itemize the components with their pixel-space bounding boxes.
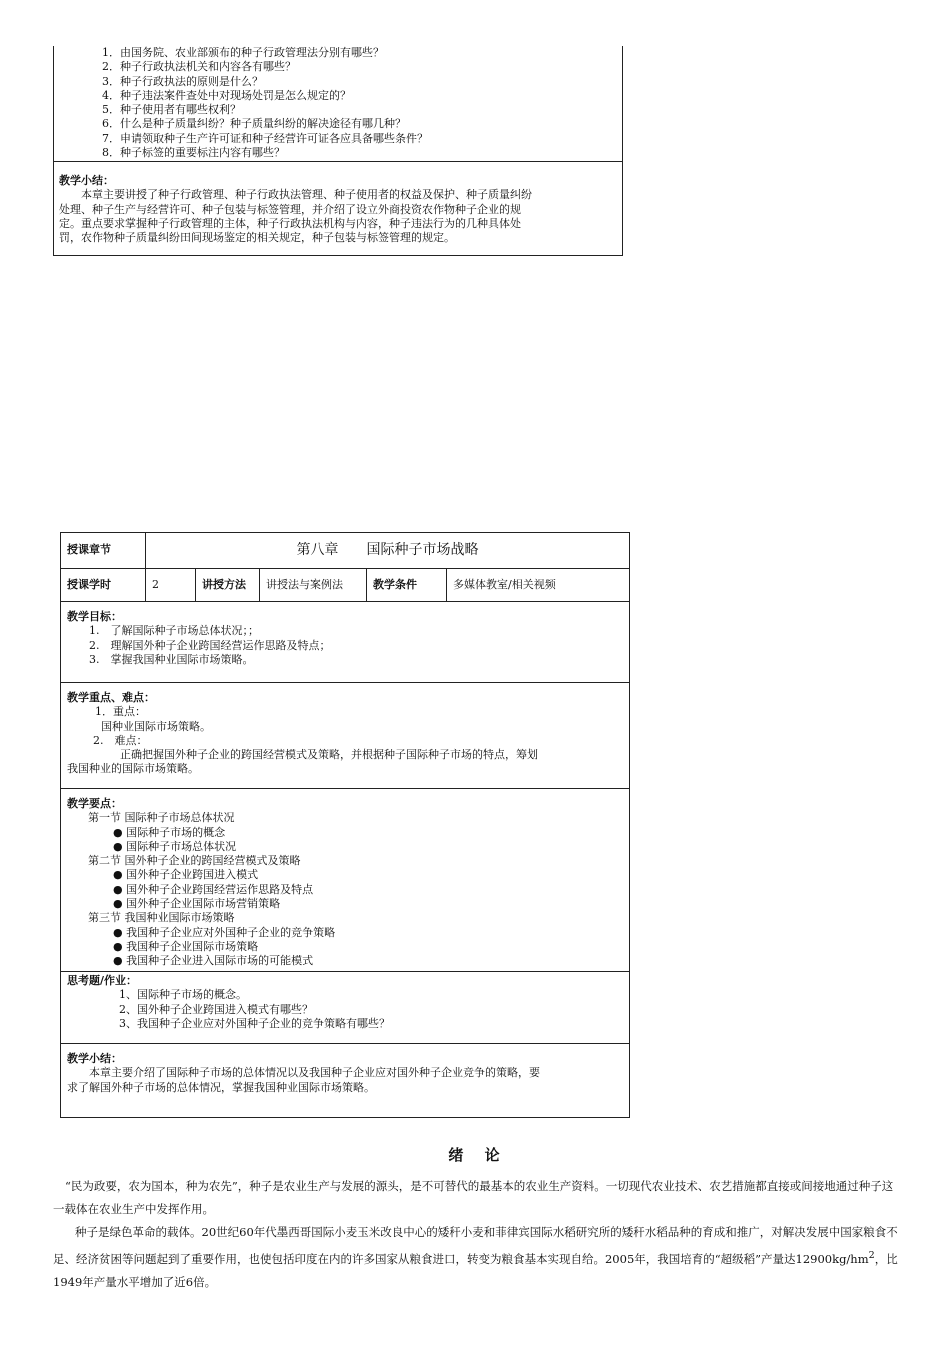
key-text: 国种业国际市场策略。 [101, 719, 211, 733]
difficulty-line: 正确把握国外种子企业的跨国经营模式及策略，并根据种子国际种子市场的特点，筹划 [120, 748, 538, 762]
question-item: 4．种子违法案件查处中对现场处罚是怎么规定的？ [102, 88, 351, 102]
chapter-label: 授课章节 [61, 533, 146, 568]
objectives-label: 教学目标： [67, 610, 122, 623]
unit-superscript: 2 [868, 1250, 875, 1261]
outline-item: 国外种子企业跨国经营运作思路及特点 [126, 882, 314, 896]
intro-paragraph [53, 1221, 903, 1294]
outline-section-title: 第一节 国际种子市场总体状况 [88, 811, 235, 825]
difficulty-label: 2. 难点： [93, 733, 148, 747]
outline-bullet: ● 我国种子企业国际市场策略 [113, 939, 259, 953]
summary-line: 求了解国外种子市场的总体情况，掌握我国种业国际市场策略。 [67, 1080, 375, 1094]
outline-item: 国际种子市场总体状况 [126, 839, 237, 853]
homework-item: 2、国外种子企业跨国进入模式有哪些？ [119, 1002, 313, 1016]
keypoints-section [61, 683, 629, 789]
chapter-8-table [60, 532, 630, 1118]
previous-summary [54, 162, 622, 255]
outline-section [61, 789, 629, 972]
outline-section-title: 第二节 国外种子企业的跨国经营模式及策略 [88, 854, 301, 868]
intro-paragraph: “民为政要，农为国本，种为农先”，种子是农业生产与发展的源头，是不可替代的最基本的农业生产资料。一切现代农业技术、农艺措施都直接或间接地通过种子这一载体在农业生产中发挥作用。 [53, 1179, 894, 1216]
homework-item: 1、国际种子市场的概念。 [119, 988, 247, 1002]
method-value: 讲授法与案例法 [260, 569, 367, 601]
previous-chapter-table [53, 46, 623, 256]
summary-line: 罚，农作物种子质量纠纷田间现场鉴定的相关规定，种子包装与标签管理的规定。 [59, 231, 455, 245]
outline-item: 国外种子企业跨国进入模式 [126, 868, 259, 882]
question-item: 5．种子使用者有哪些权利？ [102, 103, 241, 117]
chapter-summary-section [61, 1044, 629, 1117]
hours-value: 2 [146, 569, 196, 601]
info-row [61, 569, 629, 602]
outline-item: 我国种子企业进入国际市场的可能模式 [126, 954, 314, 968]
summary-label: 教学小结： [67, 1052, 122, 1065]
outline-bullet: ● 我国种子企业进入国际市场的可能模式 [113, 954, 314, 968]
objectives-section [61, 602, 629, 683]
method-label: 讲授方法 [196, 569, 260, 601]
outline-bullet: ● 国际种子市场的概念 [113, 825, 226, 839]
chapter-row [61, 533, 629, 569]
summary-line: 本章主要讲授了种子行政管理、种子行政执法管理、种子使用者的权益及保护、种子质量纠纷 [81, 188, 532, 202]
homework-label: 思考题/作业： [67, 974, 138, 987]
hours-label: 授课学时 [61, 569, 146, 601]
outline-item: 我国种子企业国际市场策略 [126, 939, 259, 953]
question-item: 3．种子行政执法的原则是什么？ [102, 74, 263, 88]
intro-text: 种子是绿色革命的载体。20世纪60年代墨西哥国际小麦玉米改良中心的矮秆小麦和菲律宾国际水稻研究所的矮秆水稻品种的育成和推广，对解决发展中国家粮食不足、经济贫困等问题起到了重要作用，也使包括印度在内的许多国家从粮食进口，转变为粮食基本实现自给。2005年，我国培育的“超级稻”产量达12900kg/hm [53, 1225, 898, 1266]
outline-item: 我国种子企业应对外国种子企业的竞争策略 [126, 925, 336, 939]
question-item: 6．什么是种子质量纠纷？种子质量纠纷的解决途径有哪几种？ [102, 117, 406, 131]
conditions-label: 教学条件 [367, 569, 447, 601]
objective-item: 3. 掌握我国种业国际市场策略。 [89, 652, 254, 666]
question-item: 2．种子行政执法机关和内容各有哪些？ [102, 60, 296, 74]
intro-text: ，比1949年产量水平增加了近6倍。 [53, 1251, 898, 1289]
difficulty-line: 我国种业的国际市场策略。 [67, 762, 199, 776]
outline-bullet: ● 国际种子市场总体状况 [113, 839, 237, 853]
summary-line: 处理、种子生产与经营许可、种子包装与标签管理，并介绍了设立外商投资农作物种子企业的规 [59, 202, 521, 216]
keypoints-label: 教学重点、难点： [67, 691, 155, 704]
review-questions [54, 46, 622, 162]
outline-item: 国外种子企业国际市场营销策略 [126, 897, 281, 911]
outline-bullet: ● 国外种子企业国际市场营销策略 [113, 897, 281, 911]
key-label: 1．重点： [95, 705, 146, 719]
outline-bullet: ● 我国种子企业应对外国种子企业的竞争策略 [113, 925, 336, 939]
question-item: 1．由国务院、农业部颁布的种子行政管理法分别有哪些？ [102, 46, 384, 59]
objective-item: 2. 理解国外种子企业跨国经营运作思路及特点； [89, 638, 331, 652]
outline-label: 教学要点： [67, 797, 122, 810]
homework-section [61, 972, 629, 1044]
outline-item: 国际种子市场的概念 [126, 825, 226, 839]
chapter-title: 第八章 国际种子市场战略 [296, 542, 479, 559]
summary-line: 本章主要介绍了国际种子市场的总体情况以及我国种子企业应对国外种子企业竞争的策略，要 [89, 1066, 540, 1080]
summary-line: 定。重点要求掌握种子行政管理的主体，种子行政执法机构与内容，种子违法行为的几种具体处 [59, 216, 521, 230]
introduction-title: 绪 论 [448, 1146, 508, 1164]
conditions-value: 多媒体教室/相关视频 [453, 577, 556, 591]
question-item: 7．申请领取种子生产许可证和种子经营许可证各应具备哪些条件？ [102, 131, 428, 145]
homework-item: 3、我国种子企业应对外国种子企业的竞争策略有哪些？ [119, 1016, 390, 1030]
outline-section-title: 第三节 我国种业国际市场策略 [88, 911, 235, 925]
objective-item: 1. 了解国际种子市场总体状况；； [89, 624, 259, 638]
outline-bullet: ● 国外种子企业跨国进入模式 [113, 868, 259, 882]
introduction [53, 1144, 903, 1294]
question-item: 8．种子标签的重要标注内容有哪些？ [102, 146, 285, 160]
outline-bullet: ● 国外种子企业跨国经营运作思路及特点 [113, 882, 314, 896]
summary-label: 教学小结： [59, 174, 114, 187]
